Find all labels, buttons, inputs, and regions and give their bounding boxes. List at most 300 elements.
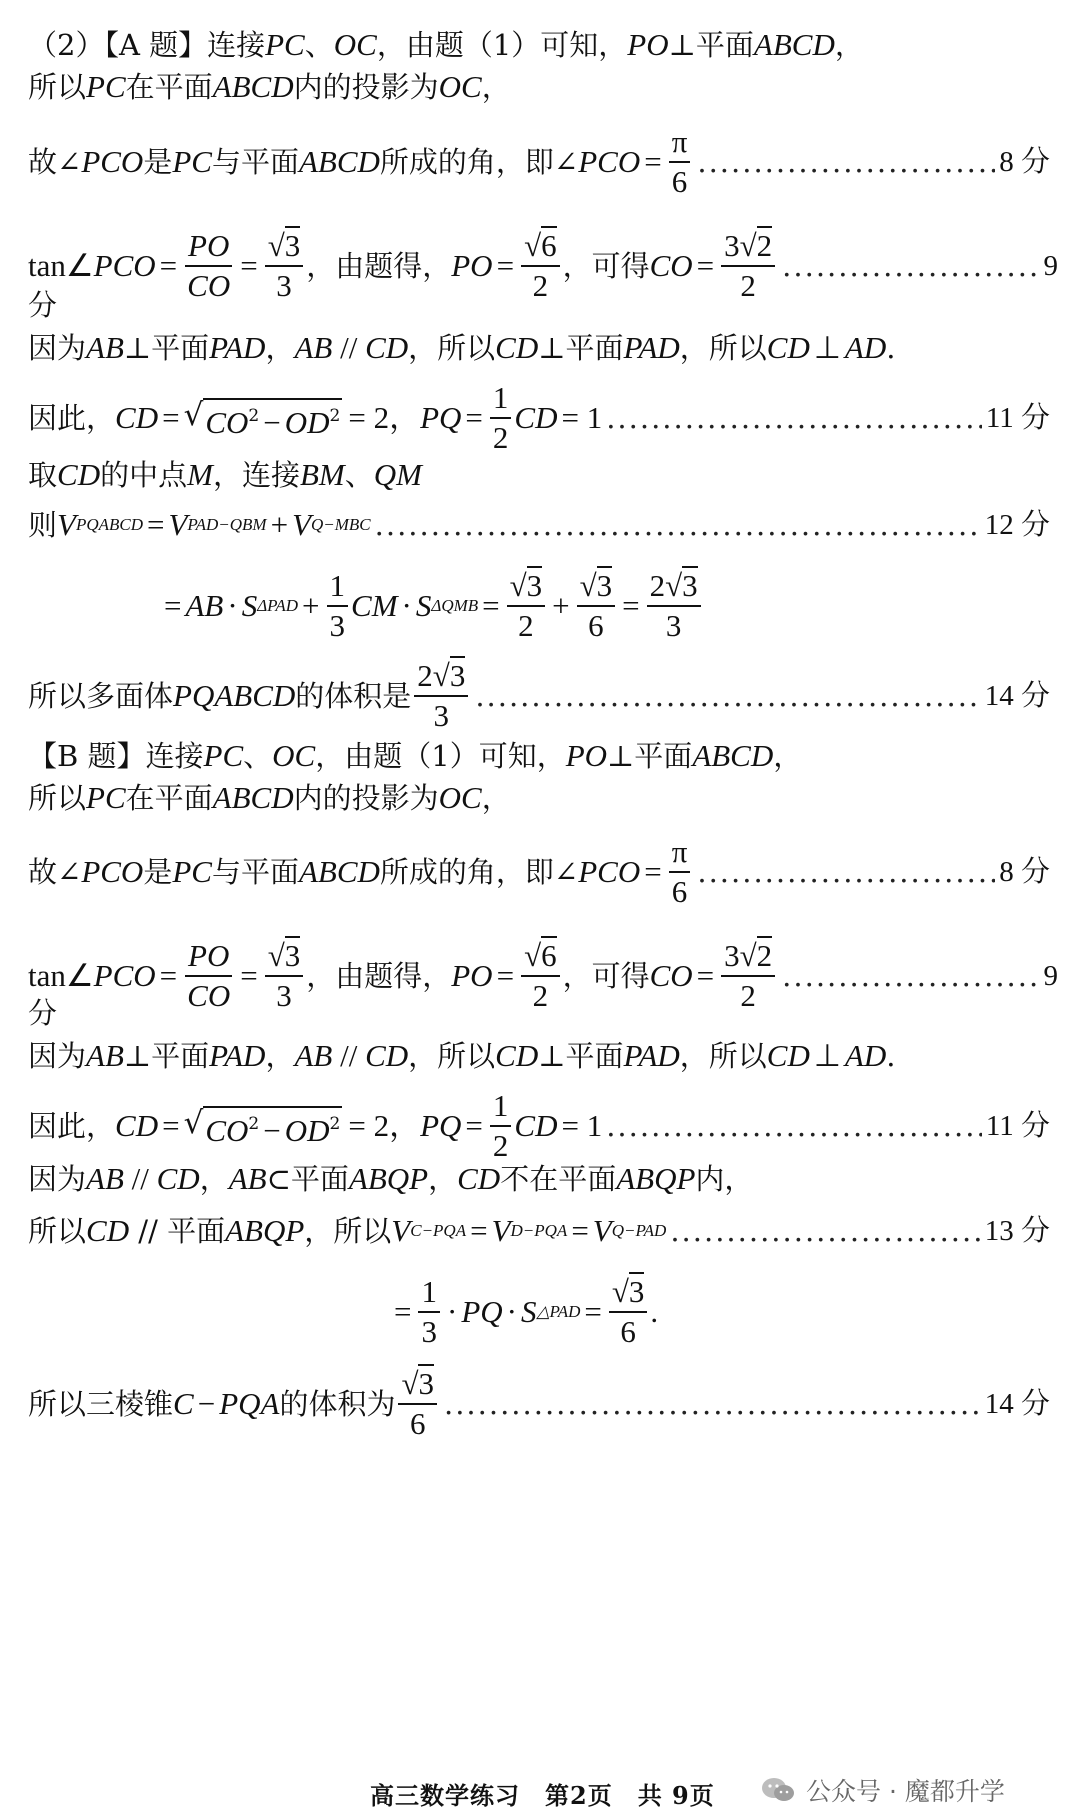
radicand: 3 (596, 568, 613, 603)
score-label: 14 分 (984, 1388, 1050, 1420)
math: AB (185, 588, 224, 623)
sqrt-sign: √ (665, 568, 683, 603)
b-line-10 (28, 1364, 1050, 1444)
score-label: 11 分 (985, 1110, 1050, 1142)
leader-dots (444, 1387, 981, 1421)
denominator: 2 (740, 978, 756, 1013)
text: ，所以 (679, 331, 767, 365)
numerator (398, 1367, 437, 1405)
subscript: D−PQA (510, 1221, 568, 1240)
numerator: PO (185, 939, 232, 977)
numerator: π (669, 835, 691, 873)
math: CO (649, 248, 693, 283)
b-line-6 (28, 1088, 1050, 1163)
b-line-1 (28, 739, 1050, 773)
coefficient: 2 (417, 658, 433, 693)
text: ，由题得， (306, 959, 452, 993)
sqrt-sign: √ (432, 658, 450, 693)
text: ，可得 (562, 959, 650, 993)
text: 与平面 (211, 145, 299, 179)
radicand (203, 398, 342, 439)
math: PCO (578, 854, 641, 889)
score-label: 9 (1043, 250, 1058, 282)
denominator: CO (187, 268, 231, 303)
math: AD (844, 1038, 887, 1073)
math: AB (294, 330, 333, 365)
math: PC (172, 854, 212, 889)
text: ，连接 (212, 458, 300, 492)
text: . (650, 1294, 659, 1329)
numerator (577, 569, 616, 607)
score-label: 12 分 (984, 509, 1050, 541)
text: ⊥平面 (668, 28, 754, 62)
watermark (760, 1772, 1005, 1808)
plus: + (552, 588, 570, 623)
coefficient: 3 (724, 938, 740, 973)
subscript: Q−PAD (611, 1221, 667, 1240)
score-unit: 分 (28, 996, 58, 1030)
math: CD (495, 1038, 539, 1073)
math: CM (351, 588, 398, 623)
numerator: PO (185, 229, 232, 267)
math: AB (86, 330, 124, 365)
math: PO (451, 248, 493, 283)
fraction (327, 569, 349, 643)
radicand: 3 (682, 568, 698, 603)
b-line-4b (28, 996, 1050, 1030)
math: CD (766, 330, 810, 365)
denominator: 2 (532, 268, 549, 303)
equals: = (496, 958, 515, 993)
text: 内的投影为 (293, 70, 439, 104)
text: ，所以 (679, 1039, 767, 1073)
math: V (57, 507, 76, 542)
numerator: π (669, 125, 691, 163)
a-line-10 (28, 656, 1050, 736)
exponent: 2 (329, 1113, 341, 1134)
math: PQ (420, 400, 462, 435)
math: PCO (578, 144, 641, 179)
fraction (414, 659, 468, 733)
math: S (241, 588, 258, 623)
page-number: 高三数学练习 第2页 共 9页 (370, 1781, 715, 1810)
math: CD (115, 400, 159, 435)
numerator (721, 939, 775, 977)
denominator: 2 (492, 420, 509, 455)
math: PC (203, 738, 244, 773)
a-line-5 (28, 331, 1050, 365)
numerator (521, 229, 560, 267)
subscript: Q−MBC (311, 515, 371, 534)
text: // 平面 (129, 1214, 226, 1248)
equals: = (162, 400, 180, 435)
radicand: 3 (284, 228, 301, 263)
minus: − (263, 404, 281, 440)
subscript: PQABCD (75, 515, 143, 534)
parallel-sign: // (123, 1161, 157, 1196)
text: ，所以 (408, 331, 496, 365)
text: ⊥平面 (123, 331, 210, 365)
score-label: 9 (1043, 960, 1058, 992)
text: . (886, 1039, 896, 1073)
text: ， (481, 781, 511, 815)
math: OC (272, 738, 316, 773)
sqrt-sign: √ (183, 1104, 204, 1141)
text: ，由题得， (306, 249, 452, 283)
score-unit: 分 (28, 288, 58, 322)
math: V (592, 1213, 612, 1248)
sqrt-sign: √ (524, 938, 542, 973)
equals: = (147, 507, 165, 542)
math: OC (438, 780, 482, 815)
math: PC (172, 144, 212, 179)
math: PC (86, 780, 126, 815)
text: 故∠ (28, 145, 82, 179)
fraction (418, 1275, 440, 1349)
text: ， (428, 1162, 458, 1196)
numerator (721, 229, 775, 267)
math: PCO (93, 958, 156, 993)
math: OC (333, 27, 377, 62)
math: S (520, 1294, 537, 1329)
denominator: 3 (665, 608, 682, 643)
text: ， (265, 1039, 295, 1073)
text: 、 (243, 739, 273, 773)
denominator: 6 (409, 1406, 426, 1441)
math: PAD (623, 1038, 680, 1073)
equals: = (644, 854, 662, 889)
text: 所以 (28, 70, 87, 104)
text: . (886, 331, 896, 365)
math: PC (265, 27, 305, 62)
math: M (187, 457, 213, 492)
score-label: 8 分 (999, 856, 1050, 888)
text: 因为 (28, 1039, 87, 1073)
denominator: 2 (740, 268, 756, 303)
math: CD (514, 400, 558, 435)
text: ⊂平面 (266, 1162, 349, 1196)
denominator: 3 (276, 268, 292, 303)
fraction (669, 125, 691, 199)
math: ABCD (212, 780, 294, 815)
a-line-6 (28, 380, 1050, 455)
text: 、 (344, 458, 374, 492)
b-line-8 (28, 1214, 1050, 1248)
math: CO (649, 958, 693, 993)
numerator (414, 659, 468, 697)
denominator: 6 (588, 608, 604, 643)
text: tan∠ (28, 958, 94, 993)
b-line-2 (28, 781, 1050, 815)
math: V (292, 507, 311, 542)
denominator: 3 (433, 698, 450, 733)
numerator (647, 569, 701, 607)
text: 所成的角，即∠ (379, 145, 579, 179)
a-line-1 (28, 28, 1050, 62)
math: PAD (623, 330, 680, 365)
dot: · (401, 588, 412, 623)
leader-dots (782, 959, 1039, 993)
fraction (609, 1275, 648, 1349)
text: 是 (143, 145, 173, 179)
coefficient: 3 (724, 228, 740, 263)
equals: = (584, 1294, 602, 1329)
denominator: 6 (620, 1314, 636, 1349)
text: 不在平面 (500, 1162, 617, 1196)
sqrt-sign: √ (401, 1366, 419, 1401)
denominator: 2 (492, 1128, 509, 1163)
score-label: 8 分 (999, 146, 1050, 178)
minus: − (263, 1112, 281, 1148)
exponent: 2 (329, 405, 341, 426)
numerator: 1 (490, 381, 512, 419)
subscript: C−PQA (410, 1221, 467, 1240)
numerator (609, 1275, 648, 1313)
radicand: 2 (756, 228, 773, 263)
numerator: 1 (418, 1275, 440, 1313)
text: 内的投影为 (293, 781, 439, 815)
text: 在平面 (125, 781, 213, 815)
fraction (398, 1367, 437, 1441)
numerator (265, 939, 304, 977)
denominator: 2 (518, 608, 534, 643)
math: ABCD (692, 738, 774, 773)
equals: = (496, 248, 515, 283)
math: PO (565, 738, 608, 773)
math: OD (284, 1112, 330, 1148)
math: CO (205, 404, 249, 440)
math: PQA (219, 1386, 280, 1421)
a-line-8 (28, 508, 1050, 542)
denominator: 6 (671, 164, 688, 199)
denominator: 3 (421, 1314, 437, 1349)
page-footer (0, 1772, 1080, 1812)
text: 所以 (28, 781, 87, 815)
text: ，所以 (304, 1214, 392, 1248)
equals: = (240, 248, 258, 283)
subscript: ΔQMB (431, 596, 479, 615)
equals: = (696, 248, 715, 283)
a-line-3 (28, 122, 1050, 202)
leader-dots (782, 249, 1039, 283)
score-label: 13 分 (984, 1215, 1050, 1247)
exponent: 2 (248, 1113, 260, 1134)
math: PCO (81, 144, 144, 179)
leader-dots (606, 1109, 982, 1143)
text: 因为 (28, 1162, 87, 1196)
text: 内， (695, 1162, 754, 1196)
sqrt-sign: √ (509, 568, 527, 603)
math: ABQP (348, 1161, 429, 1196)
leader-dots (475, 679, 980, 713)
math: CD (86, 1213, 130, 1248)
math: PCO (81, 854, 144, 889)
text: ⊥平面 (607, 739, 693, 773)
math: CD (365, 330, 409, 365)
fraction (490, 1089, 512, 1163)
wechat-icon (760, 1776, 796, 1804)
math: BM (299, 457, 345, 492)
plus: + (302, 588, 320, 623)
math: V (491, 1213, 511, 1248)
text: ⊥平面 (538, 331, 624, 365)
math: CO (205, 1112, 249, 1148)
text: 所成的角，即∠ (379, 855, 579, 889)
parallel-sign: // (332, 330, 366, 365)
math: S (415, 588, 432, 623)
text: 取 (28, 458, 58, 492)
denominator: 3 (329, 608, 346, 643)
math: ABCD (753, 27, 835, 62)
math: PAD (209, 330, 266, 365)
dot: · (506, 1294, 517, 1329)
math: CD (495, 330, 539, 365)
fraction (577, 569, 616, 643)
equals: = (465, 1108, 483, 1143)
equals: = (159, 958, 178, 993)
text: 所以三棱锥 (28, 1387, 174, 1421)
math: CD (57, 457, 101, 492)
text: 因此， (28, 1109, 116, 1143)
text: ，可得 (562, 249, 650, 283)
denominator: 3 (276, 978, 292, 1013)
math: PO (627, 27, 669, 62)
coefficient: 2 (649, 568, 666, 603)
math: C (173, 1386, 194, 1421)
score-label: 11 分 (985, 402, 1050, 434)
equals: = (164, 588, 182, 623)
sqrt-sign: √ (267, 938, 285, 973)
math: QM (373, 457, 422, 492)
radicand: 6 (541, 228, 557, 263)
math: CD (766, 1038, 810, 1073)
text: 的中点 (100, 458, 188, 492)
b-line-7 (28, 1162, 1050, 1196)
math: ABCD (212, 69, 294, 104)
math: OD (284, 404, 330, 440)
text: 因此， (28, 401, 116, 435)
radicand: 3 (284, 938, 301, 973)
math: PQ (461, 1294, 503, 1329)
equals: = (159, 248, 178, 283)
a-line-9 (160, 566, 1050, 646)
text: 、 (304, 28, 334, 62)
subscript: PAD−QBM (187, 515, 267, 534)
fraction (647, 569, 701, 643)
math: V (391, 1213, 411, 1248)
equals: = (571, 1213, 589, 1248)
leader-dots (697, 145, 995, 179)
equals: = (622, 588, 640, 623)
sqrt-sign: √ (739, 228, 757, 263)
text: ， (773, 739, 803, 773)
text: 的体积是 (295, 679, 412, 713)
numerator (507, 569, 546, 607)
text: = 2， (348, 400, 421, 435)
a-line-7 (28, 458, 1050, 492)
equals: = (696, 958, 715, 993)
leader-dots (670, 1214, 980, 1248)
sqrt-sign: √ (183, 396, 204, 433)
fraction (669, 835, 691, 909)
perp-sign: ⊥ (813, 330, 841, 365)
text: 因为 (28, 331, 87, 365)
text: = 2， (348, 1108, 421, 1143)
leader-dots (606, 401, 982, 435)
text: = 1 (561, 1108, 603, 1143)
text: ，由题（1）可知， (376, 28, 628, 62)
math: ABCD (298, 854, 380, 889)
text: 所以多面体 (28, 679, 174, 713)
radicand: 2 (756, 938, 773, 973)
sqrt-sign: √ (579, 568, 597, 603)
radicand: 3 (418, 1366, 434, 1401)
radicand: 6 (541, 938, 557, 973)
watermark-text: 公众号 · 魔都升学 (806, 1777, 1005, 1806)
sqrt-sign: √ (524, 228, 542, 263)
denominator: 2 (532, 978, 549, 1013)
b-line-9 (390, 1272, 1050, 1352)
subscript: ΔPAD (257, 596, 299, 615)
sqrt-sign: √ (267, 228, 285, 263)
math: AB (294, 1038, 333, 1073)
numerator (265, 229, 304, 267)
math: ABQP (225, 1213, 305, 1248)
math: OC (438, 69, 482, 104)
text: ⊥平面 (123, 1039, 210, 1073)
text: ，所以 (408, 1039, 496, 1073)
text: 则 (28, 508, 58, 542)
math: CD (457, 1161, 501, 1196)
text: 【B 题】连接 (28, 739, 204, 773)
math: AB (228, 1161, 267, 1196)
text: ， (265, 331, 295, 365)
fraction (490, 381, 512, 455)
math: PO (451, 958, 493, 993)
square-root (184, 1106, 343, 1147)
leader-dots (375, 508, 981, 542)
denominator: 6 (671, 874, 688, 909)
equals: = (470, 1213, 488, 1248)
math: PQ (420, 1108, 462, 1143)
text: 所以 (28, 1214, 87, 1248)
score-label: 14 分 (984, 680, 1050, 712)
math: PC (86, 69, 126, 104)
text: （2）【A 题】连接 (28, 28, 266, 62)
text: ，由题（1）可知， (315, 739, 566, 773)
equals: = (394, 1294, 412, 1329)
dot: · (446, 1294, 458, 1329)
dot: · (227, 588, 238, 623)
text: 是 (143, 855, 173, 889)
a-line-4b (28, 288, 1050, 322)
math: PQABCD (173, 678, 296, 713)
a-line-2 (28, 70, 1050, 104)
text: 的体积为 (279, 1387, 396, 1421)
math: AB (86, 1038, 124, 1073)
denominator: CO (187, 978, 231, 1013)
plus: + (270, 507, 289, 542)
equals: = (465, 400, 483, 435)
text: ⊥平面 (538, 1039, 624, 1073)
equals: = (644, 144, 662, 179)
numerator (521, 939, 560, 977)
numerator: 1 (490, 1089, 512, 1127)
text: tan∠ (28, 248, 94, 283)
sqrt-sign: √ (739, 938, 757, 973)
leader-dots (697, 855, 995, 889)
math: CD (514, 1108, 558, 1143)
